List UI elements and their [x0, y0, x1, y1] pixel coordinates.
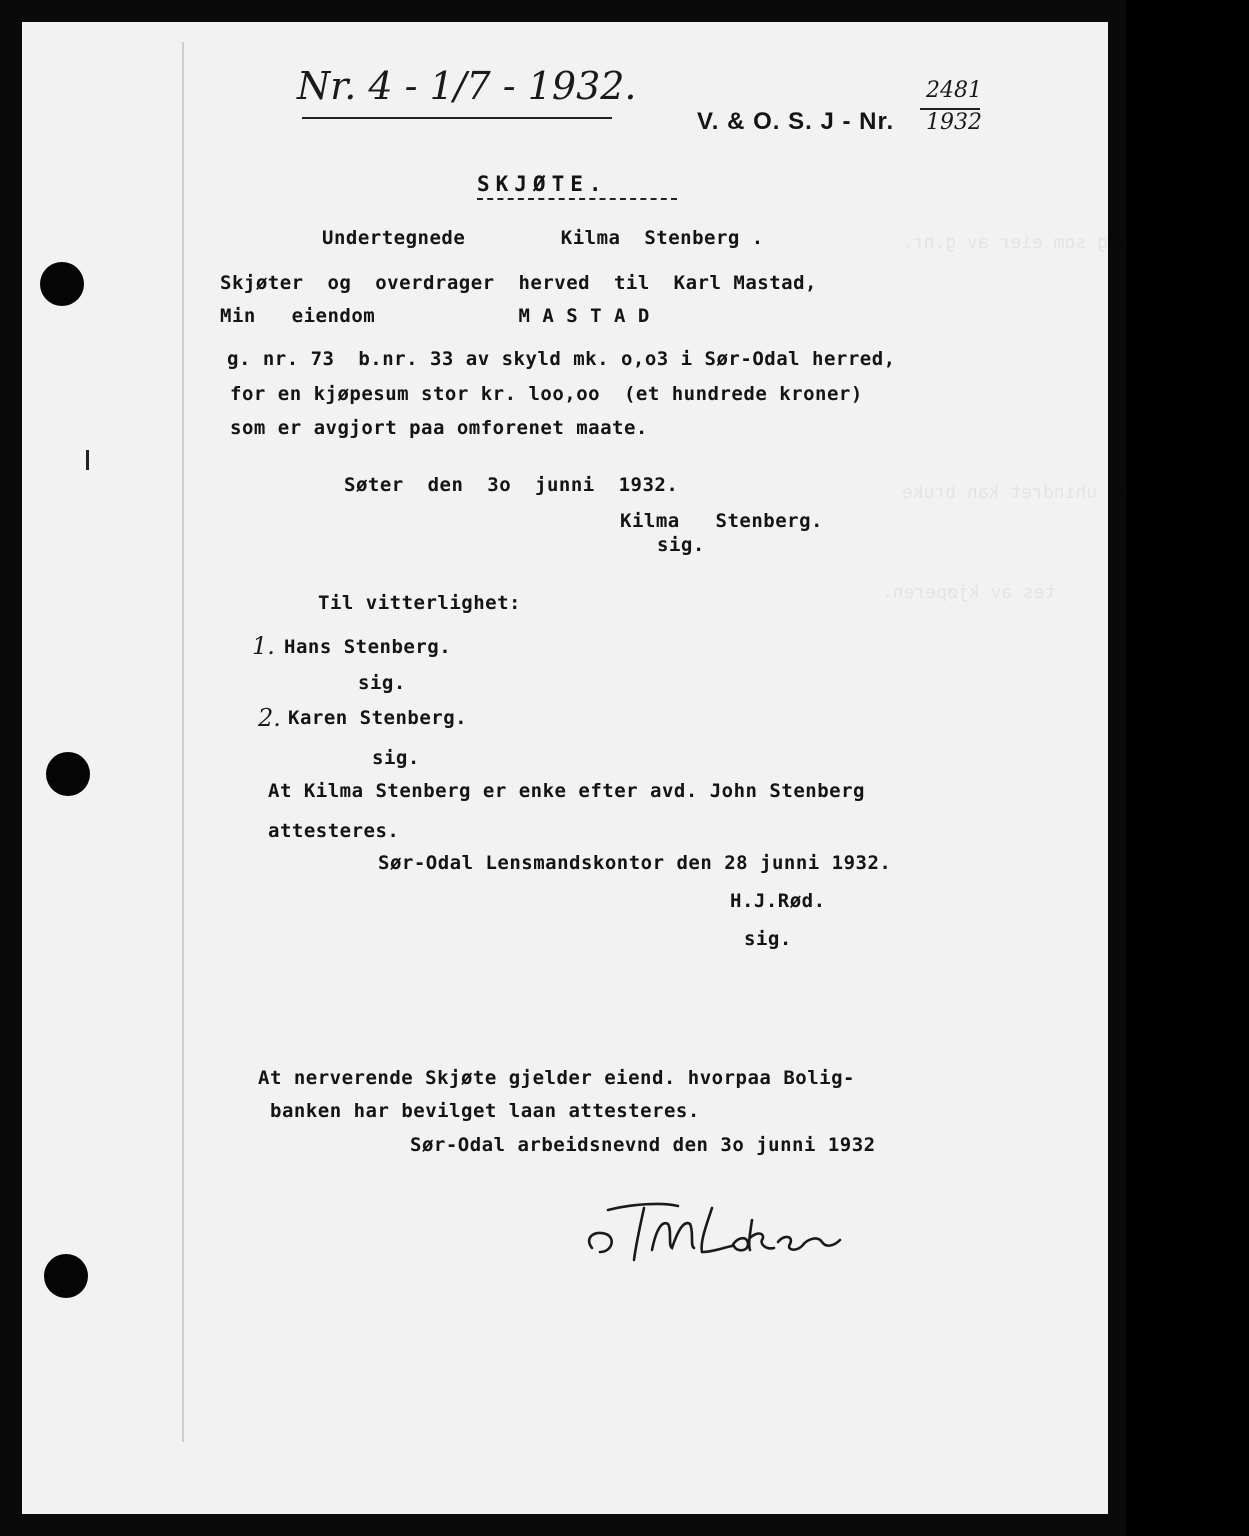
bleed-through-text: ose oplagen uhindret kan bruke [902, 482, 1228, 503]
registry-stamp: V. & O. S. J - Nr. [697, 108, 895, 135]
body-line: Min eiendom M A S T A D [220, 305, 650, 327]
registry-number: 2481 [926, 78, 982, 103]
attestation-line: banken har bevilget laan attesteres. [270, 1100, 700, 1122]
punch-hole-bottom [44, 1254, 88, 1298]
body-line: g. nr. 73 b.nr. 33 av skyld mk. o,o3 i Sør-Odal herred, [227, 348, 896, 370]
bleed-through-text: tes av kjøperen. [882, 582, 1056, 603]
title-underline [477, 198, 677, 200]
witness-name: Hans Stenberg. [284, 636, 452, 658]
journal-note-underline [302, 117, 612, 119]
body-line: Skjøter og overdrager herved til Karl Mastad, [220, 272, 817, 294]
body-line: som er avgjort paa omforenet maate. [230, 417, 648, 439]
registry-year: 1932 [926, 110, 982, 135]
document-title: SKJØTE. [477, 172, 608, 196]
journal-note: Nr. 4 - 1/7 - 1932. [297, 64, 637, 108]
place-date: Søter den 3o junni 1932. [344, 474, 679, 496]
paper-sheet [22, 22, 1249, 1514]
witness-sig: sig. [372, 747, 420, 769]
seller-signature: Kilma Stenberg. [620, 510, 823, 532]
handwritten-signature [582, 1190, 852, 1270]
attestation-place-date: Sør-Odal Lensmandskontor den 28 junni 1932. [378, 852, 892, 874]
witness-sig: sig. [358, 672, 406, 694]
witness-number: 2. [258, 704, 281, 732]
attestation-place-date: Sør-Odal arbeidsnevnd den 3o junni 1932 [410, 1134, 876, 1156]
body-line: for en kjøpesum stor kr. loo,oo (et hundrede kroner) [230, 383, 863, 405]
margin-mark [86, 450, 89, 470]
bleed-through-text: Kilma Stenberg som eier av g.nr. [902, 232, 1249, 253]
seller-sig: sig. [657, 534, 705, 556]
attestation-signer: H.J.Rød. [730, 890, 826, 912]
witness-name: Karen Stenberg. [288, 707, 468, 729]
margin-fold-line [182, 42, 184, 1442]
attestation-sig: sig. [744, 928, 792, 950]
attestation-line: At Kilma Stenberg er enke efter avd. John Stenberg [268, 780, 865, 802]
punch-hole-top [40, 262, 84, 306]
witness-number: 1. [252, 632, 275, 660]
attestation-line: At nerverende Skjøte gjelder eiend. hvorpaa Bolig- [258, 1067, 855, 1089]
punch-hole-middle [46, 752, 90, 796]
body-line: Undertegnede Kilma Stenberg . [322, 227, 764, 249]
witness-heading: Til vitterlighet: [318, 592, 521, 614]
attestation-line: attesteres. [268, 820, 400, 842]
